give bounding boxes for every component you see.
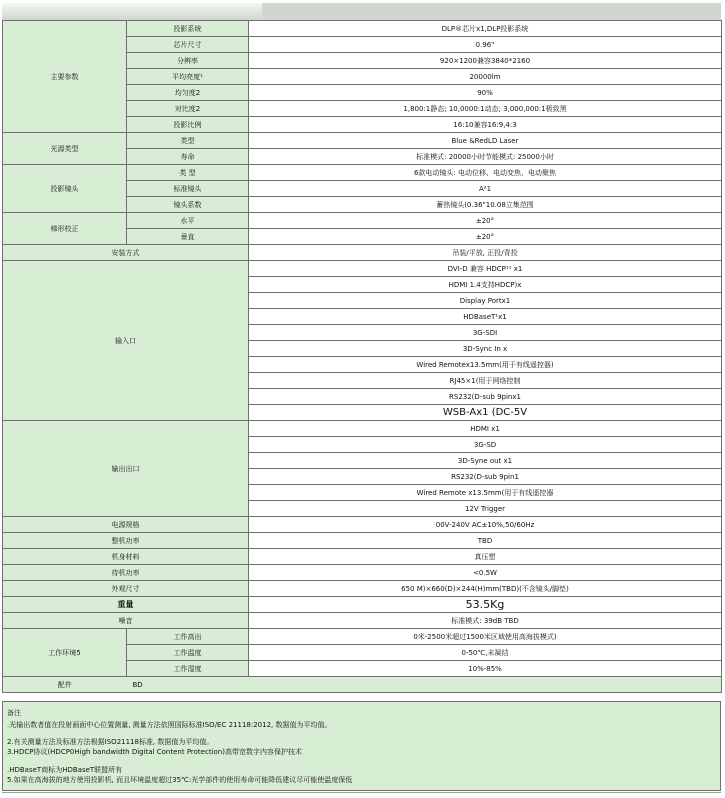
param-value: 650 M)×660(D)×244(H)mm(TBD)(不含镜头/脚垫) xyxy=(249,581,722,597)
table-row xyxy=(3,549,722,565)
param-name: 均匀度2 xyxy=(127,85,249,101)
param-value: 6款电动镜头: 电动位移、电动变焦、电动聚焦 xyxy=(249,165,722,181)
param-value: 真压塑 xyxy=(249,549,722,565)
table-row xyxy=(3,21,722,37)
param-name: 工作湿度 xyxy=(127,661,249,677)
param-name-install: 安装方式 xyxy=(3,245,249,261)
param-name: 整机功率 xyxy=(3,533,249,549)
group-label-keystone: 梯形校正 xyxy=(3,213,127,245)
param-value: 吊装/平放, 正投/背投 xyxy=(249,245,722,261)
param-name: 平均亮度¹ xyxy=(127,69,249,85)
input-port: 3G-SDI xyxy=(249,325,722,341)
table-row xyxy=(3,261,722,277)
group-label-main-params: 主要参数 xyxy=(3,21,127,133)
table-row xyxy=(3,597,722,613)
param-name: 电源规格 xyxy=(3,517,249,533)
param-name-weight: 重量 xyxy=(3,597,249,613)
output-port: RS232(D-sub 9pin1 xyxy=(249,469,722,485)
param-name: 工作温度 xyxy=(127,645,249,661)
param-value: <0.5W xyxy=(249,565,722,581)
spec-table xyxy=(2,20,722,693)
notes-section xyxy=(2,701,721,791)
table-row xyxy=(3,629,722,645)
param-value: 0-50℃,未凝结 xyxy=(249,645,722,661)
output-port: 3G-SD xyxy=(249,437,722,453)
note-line: .光输出数者值在投射画面中心位置测量, 测量方法依照国际标准ISO/EC 21118:2012, 数据值为平均值。 xyxy=(7,721,332,729)
table-row xyxy=(3,565,722,581)
note-line: .HDBaseT商标为HDBaseT联盟所有 xyxy=(7,766,123,774)
output-port: HDMI x1 xyxy=(249,421,722,437)
sheet-header-bar xyxy=(2,3,721,21)
param-value: 90% xyxy=(249,85,722,101)
param-value: 1,800:1静态; 10,0000:1动态; 3,000,000:1极致黑 xyxy=(249,101,722,117)
table-row xyxy=(3,245,722,261)
input-port: Wired Remotex13.5mm(用于有线遥控器) xyxy=(249,357,722,373)
table-row xyxy=(3,421,722,437)
param-value: 00V-240V AC±10%,50/60Hz xyxy=(249,517,722,533)
param-value: A²1 xyxy=(249,181,722,197)
param-value: 16:10兼容16:9,4:3 xyxy=(249,117,722,133)
param-value: ±20° xyxy=(249,229,722,245)
output-port: 3D-Syne out x1 xyxy=(249,453,722,469)
param-value: 标准模式: 20000小时节能模式: 25000小时 xyxy=(249,149,722,165)
input-port: Display Portx1 xyxy=(249,293,722,309)
param-name: 外观尺寸 xyxy=(3,581,249,597)
param-name: 工作高出 xyxy=(127,629,249,645)
input-port: RS232(D-sub 9pinx1 xyxy=(249,389,722,405)
param-value: TBD xyxy=(249,533,722,549)
input-port: WSB-Ax1 (DC-5V xyxy=(249,405,722,421)
param-name: 芯片尺寸 xyxy=(127,37,249,53)
param-name: 寿命 xyxy=(127,149,249,165)
param-value: 920×1200兼容3840*2160 xyxy=(249,53,722,69)
input-port: RJ45×1(用于网络控制 xyxy=(249,373,722,389)
table-row xyxy=(3,613,722,629)
param-name: 水平 xyxy=(127,213,249,229)
param-value: Blue &RedLD Laser xyxy=(249,133,722,149)
param-name: 分辨率 xyxy=(127,53,249,69)
table-row xyxy=(3,133,722,149)
input-port: HDBaseT¹x1 xyxy=(249,309,722,325)
group-label-lens: 投影镜头 xyxy=(3,165,127,213)
param-value: 标准模式: 39dB TBD xyxy=(249,613,722,629)
group-label-inputs: 输入口 xyxy=(3,261,249,421)
bottom-divider xyxy=(2,792,721,793)
note-line: 2.有关测量方法及标准方法根据ISO21118标准, 数据值为平均值。 xyxy=(7,738,214,746)
param-name: 机身材料 xyxy=(3,549,249,565)
param-name: 投影比例 xyxy=(127,117,249,133)
param-value: 10%-85% xyxy=(249,661,722,677)
param-value: DLP®芯片x1,DLP投影系统 xyxy=(249,21,722,37)
param-value-accessories: BD xyxy=(127,677,722,693)
table-row xyxy=(3,533,722,549)
group-label-light-source: 光源类型 xyxy=(3,133,127,165)
input-port: DVI-D 兼容 HDCP¹¹ x1 xyxy=(249,261,722,277)
table-row xyxy=(3,581,722,597)
table-row xyxy=(3,677,722,693)
notes-title: 备注 xyxy=(7,709,21,717)
param-value: 0.96" xyxy=(249,37,722,53)
input-port: 3D-Sync In x xyxy=(249,341,722,357)
param-name: 类型 xyxy=(127,133,249,149)
param-name: 类 型 xyxy=(127,165,249,181)
param-value: ±20° xyxy=(249,213,722,229)
param-value: 0米-2500米超过1500米区域使用高海拔模式) xyxy=(249,629,722,645)
param-name: 垂直 xyxy=(127,229,249,245)
table-row xyxy=(3,213,722,229)
param-name: 投影系统 xyxy=(127,21,249,37)
param-name: 噪音 xyxy=(3,613,249,629)
note-line: 5.如果在高海拔的地方使用投影机, 而且环境温度超过35℃:光学部件的使用寿命可能降低建议尽可能使温度保低 xyxy=(7,776,353,784)
param-name: 标准镜头 xyxy=(127,181,249,197)
group-label-outputs: 输出出口 xyxy=(3,421,249,517)
param-value: 20000lm xyxy=(249,69,722,85)
note-line: 3.HDCP协议(HDCP0High bandwidth Digital Content Protection)高带宽数字内容保护技术 xyxy=(7,748,302,756)
output-port: 12V Trigger xyxy=(249,501,722,517)
output-port: Wired Remote x13.5mm(用于有线遥控器 xyxy=(249,485,722,501)
param-value: 蓄热镜头(0.36"10.08立集范围 xyxy=(249,197,722,213)
param-name: 待机功率 xyxy=(3,565,249,581)
param-value-weight: 53.5Kg xyxy=(249,597,722,613)
group-label-environment: 工作环境5 xyxy=(3,629,127,677)
param-name: 对比度2 xyxy=(127,101,249,117)
param-name: 镜头系数 xyxy=(127,197,249,213)
table-row xyxy=(3,165,722,181)
input-port: HDMI 1.4支持HDCP)x xyxy=(249,277,722,293)
table-row xyxy=(3,517,722,533)
param-name-accessories: 配件 xyxy=(3,677,127,693)
